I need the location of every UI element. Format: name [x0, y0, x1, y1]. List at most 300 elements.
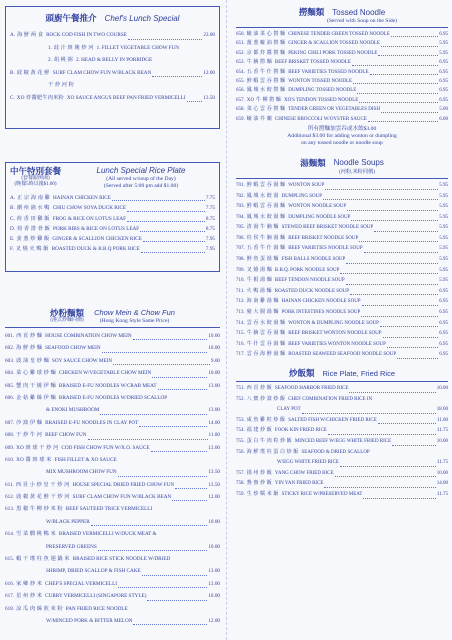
- menu-item-name-en: BRAISED RICE STICK NOODLE W/DRIED: [72, 556, 171, 563]
- menu-item-name-zh: 鮮 蝦 雲 吞 撈 麵: [246, 78, 286, 84]
- noodle-soups-header: [236, 157, 448, 176]
- menu-item-price: 11.00: [436, 417, 448, 423]
- dot-leader: [113, 364, 210, 365]
- menu-item-code: 602.: [5, 345, 15, 352]
- menu-item-name-zh: 涼 瓜 肉 絲 煎 米 粉: [16, 605, 63, 612]
- menu-item-row: [10, 67, 215, 80]
- menu-item-code: A.: [10, 32, 16, 38]
- menu-item-price: 10.00: [436, 386, 448, 391]
- tossed-noodle-section: [236, 6, 448, 147]
- menu-item-price: 6.95: [439, 97, 448, 103]
- menu-item-name-en: W/EGG WHITE FRIED RICE: [277, 460, 339, 466]
- menu-item-code: 611.: [5, 481, 14, 488]
- menu-item-name-zh: 黑 椒 牛 柳 炒 米 粉: [16, 506, 63, 513]
- chow-mein-section: [5, 308, 220, 627]
- menu-item-name-zh: 蛋 白 牛 肉 粒 炒 飯: [246, 438, 292, 444]
- menu-item-code: 604.: [5, 370, 15, 377]
- menu-item-name-en: PORK INTESTINES NOODLE SOUP: [281, 310, 361, 316]
- menu-item-price: 6.95: [439, 299, 448, 305]
- dot-leader: [152, 76, 202, 77]
- menu-item-name-en: WONTON TOSSED NOODLE: [288, 78, 353, 84]
- menu-item-code: 657.: [236, 97, 245, 103]
- dot-leader: [346, 284, 439, 285]
- menu-item-name-zh: 豉 椒 黃 花 鮮 干 炒 河: [16, 494, 70, 501]
- menu-item-code: C.: [10, 215, 15, 222]
- menu-item-name-zh: 咸 魚 雞 粒 炒 飯: [246, 417, 286, 423]
- menu-item-name-zh: 福 建 炒 飯: [246, 428, 272, 434]
- menu-item-name-en: SOY SAUCE CHOW MEIN: [52, 357, 113, 364]
- section-title-en: Chef's Lunch Special: [104, 13, 180, 23]
- menu-item-code: 613.: [5, 506, 15, 513]
- menu-item-row: [236, 437, 448, 448]
- menu-item-row: [236, 39, 448, 48]
- menu-item-name-en: CLAY POT: [277, 407, 301, 413]
- section-note-zh: (套餐跟例湯): [21, 176, 50, 181]
- lunch-special-list: [10, 29, 215, 104]
- dot-leader: [349, 392, 435, 393]
- menu-item-price: 6.95: [439, 88, 448, 94]
- menu-item-price: 13.00: [208, 444, 220, 451]
- menu-item-code: 758.: [236, 481, 245, 487]
- right-column: [236, 6, 448, 501]
- dot-leader: [340, 466, 436, 467]
- menu-item-name-en: CHINESE TENDER GREEN TOSSED NOODLE: [288, 31, 390, 37]
- menu-item-price: 10.00: [208, 543, 220, 550]
- dot-leader: [127, 221, 205, 222]
- dot-leader: [175, 488, 207, 489]
- dot-leader: [387, 347, 438, 348]
- menu-item-row: [5, 380, 220, 392]
- menu-item-row: [5, 503, 220, 515]
- dot-leader: [374, 231, 438, 232]
- section-title-zh: 撈麵類: [298, 7, 325, 17]
- menu-item-row: [236, 479, 448, 490]
- menu-item-price: 7.75: [205, 195, 215, 201]
- menu-item-code: F.: [10, 246, 14, 253]
- menu-item-row: [236, 266, 448, 277]
- menu-item-code: B.: [10, 205, 15, 212]
- menu-item-row: [236, 77, 448, 86]
- menu-item-row: [236, 96, 448, 105]
- menu-item-row: [5, 565, 220, 577]
- menu-item-price: 18.00: [436, 407, 448, 413]
- section-title-zh: 中午特別套餐: [10, 166, 62, 176]
- menu-item-row: [5, 454, 220, 466]
- menu-item-code: 656.: [236, 88, 245, 94]
- dot-leader: [359, 102, 438, 103]
- dot-leader: [152, 377, 207, 378]
- section-title-en: Tossed Noodle: [332, 7, 386, 17]
- menu-item-code: 603.: [5, 357, 15, 364]
- menu-item-name-zh: 2. 胡 桃 粥: [48, 57, 73, 63]
- menu-item-name-en: COD FISH CHOW FUN W/X.O. SAUCE: [61, 444, 150, 451]
- menu-item-code: 610.: [5, 456, 15, 463]
- dot-leader: [347, 210, 438, 211]
- menu-item-row: [10, 54, 215, 67]
- section-note-zh-2: (晚餐5時以後$1.00): [14, 182, 57, 187]
- menu-item-name-zh: 金 菇 雞 絲 伊 麵: [16, 394, 56, 401]
- menu-item-row: [5, 367, 220, 379]
- section-note-zh: (河粉,米粉同價): [339, 168, 375, 175]
- menu-item-row: [236, 181, 448, 192]
- dot-leader: [370, 74, 439, 75]
- menu-item-code: 756.: [236, 449, 245, 455]
- menu-item-name-en: PORK RIBS & RICE ON LOTUS LEAF: [52, 225, 140, 232]
- menu-item-name-zh: 蠔 油 芥 蘭: [246, 116, 272, 122]
- section-note: (Served with Soup on the Side): [326, 18, 398, 24]
- menu-item-name-en: BEEF VARIETIES TOSSED NOODLE: [288, 69, 369, 75]
- menu-item-price: 6.95: [439, 331, 448, 337]
- menu-item-code: 601.: [5, 332, 15, 339]
- menu-item-code: 759.: [236, 491, 245, 497]
- menu-item-name-zh: 1. 豉 汁 斑 塊 炒 河: [48, 44, 94, 51]
- dot-leader: [100, 414, 207, 415]
- menu-item-name-zh: 五 香 牛 什 湯 麵: [246, 246, 286, 252]
- tossed-noodle-titles: [236, 6, 448, 18]
- menu-item-price: 11.00: [208, 432, 220, 439]
- menu-item-name-zh: 豬 大 腸 湯 麵: [246, 310, 279, 316]
- chefs-lunch-special-box: [5, 6, 220, 129]
- dot-leader: [133, 624, 207, 625]
- menu-item-name-zh: XO 炸醬肥牛肉米粉: [16, 94, 64, 101]
- section-rule: [236, 178, 448, 179]
- menu-item-name-en: WONTON SOUP: [288, 182, 325, 188]
- menu-item-name-en: YANG CHOW FRIED RICE: [274, 470, 334, 476]
- menu-item-name-en: BEEF BRISKET NOODLE SOUP: [288, 235, 359, 241]
- menu-item-price: 6.95: [439, 352, 448, 358]
- left-column: [5, 6, 220, 627]
- menu-item-row: [236, 202, 448, 213]
- menu-item-row: [10, 203, 215, 213]
- menu-item-name-zh: 海 南 雞 湯 麵: [246, 299, 279, 305]
- menu-item-code: 653.: [236, 60, 245, 66]
- addon-note-en-2: on any tossed noodle or noodle soup: [301, 139, 383, 146]
- menu-item-name-zh: 海 鮮 瑤 柱 蛋 白 炒 飯: [246, 449, 299, 455]
- menu-item-price: 5.95: [439, 257, 448, 263]
- menu-item-row: [10, 92, 215, 105]
- menu-item-code: 716.: [236, 341, 245, 347]
- menu-item-price: 5.95: [439, 225, 448, 231]
- menu-item-code: 706.: [236, 235, 245, 241]
- menu-item-name-zh: 荷 香 田 雞 飯: [16, 215, 50, 222]
- menu-item-name-zh: 海 鮮 两 食: [17, 32, 44, 38]
- menu-item-row: [5, 590, 220, 602]
- menu-item-row: [10, 29, 215, 42]
- section-title-en: Lunch Special Rice Plate: [96, 166, 186, 175]
- menu-item-name-en: DUMPLING NOODLE SOUP: [288, 214, 351, 220]
- menu-item-name-en: CURRY VERMICELLI (SINGAPORE STYLE): [45, 593, 147, 600]
- section-note-1: (All served w/soup of the Day): [106, 176, 176, 182]
- menu-item-name-zh: 火 鴨 湯 麵: [246, 288, 272, 294]
- menu-item-name-zh: 柱 侯 牛 腩 湯 麵: [246, 235, 286, 241]
- menu-item-name-en: BRAISED VERMICELLI W/DUCK MEAT &: [58, 531, 157, 538]
- menu-item-name-zh: XO 醬 斑 球 米: [16, 456, 52, 463]
- menu-item-name-en: BRAISED E-FU NOODLES W/CRAB MEAT: [58, 382, 157, 389]
- dot-leader: [352, 65, 438, 66]
- menu-item-price: 13.00: [208, 407, 220, 414]
- menu-item-name-en: CHICKEN W/VEGETABLE CHOW MEIN: [58, 370, 152, 377]
- menu-item-name-zh: 雲 吞 海 鮮 湯 麵: [246, 352, 286, 358]
- menu-item-name-zh: 牛 什 雲 吞 湯 麵: [246, 341, 286, 347]
- section-title-zh: 炒粉麵類: [50, 308, 85, 318]
- menu-item-name-zh: 姜 葱 炒 雞 飯: [16, 236, 50, 243]
- menu-item-name-en: W/MINCED PORK & BITTER MELON: [46, 617, 133, 624]
- menu-item-name-en: CHIU CHOW SOYA DUCK RICE: [52, 205, 127, 212]
- chow-mein-title-en-block: [94, 308, 175, 325]
- menu-item-row: [5, 392, 220, 404]
- menu-item-name-en: WONTON NOODLE SOUP: [288, 204, 347, 210]
- menu-item-row: [5, 516, 220, 528]
- menu-item-name-en: W/BLACK PEPPER: [46, 518, 90, 525]
- menu-item-name-en: MINCED BEEF W/EGG WHITE FRIED RICE: [294, 438, 392, 444]
- menu-item-price: 5.95: [439, 182, 448, 188]
- section-title-en: Noodle Soups: [333, 158, 384, 168]
- dot-leader: [357, 93, 438, 94]
- menu-item-row: [236, 49, 448, 58]
- menu-item-price: 10.00: [208, 370, 220, 377]
- menu-item-row: [236, 115, 448, 124]
- menu-item-name-zh: 家 鄉 炒 米: [16, 580, 43, 587]
- menu-item-row: [5, 479, 220, 491]
- menu-item-name-en: ROASTED DUCK & B.B.Q PORK RICE: [51, 246, 140, 253]
- menu-item-row: [10, 214, 215, 224]
- menu-item-row: [236, 395, 448, 406]
- menu-item-name-en: BEEF VARIETIES WONTON NOODLE SOUP: [288, 341, 386, 347]
- menu-item-name-en: SEAFOOD & DRIED SCALLOP: [301, 449, 370, 455]
- dot-leader: [381, 46, 438, 47]
- menu-item-name-zh: 干 炒 河 粉: [48, 82, 75, 88]
- menu-item-row: [5, 442, 220, 454]
- dot-leader: [378, 423, 436, 424]
- menu-item-name-zh: 清 湯 牛 腩 麵: [246, 225, 279, 231]
- menu-item-name-zh: 西 貢 炒 麵: [16, 332, 43, 339]
- menu-item-name-zh: 潮 州 滷 水 鴨: [16, 205, 50, 212]
- menu-item-price: 13.00: [208, 580, 220, 587]
- menu-item-price: 5.95: [439, 214, 448, 220]
- menu-item-price: 6.95: [439, 69, 448, 75]
- menu-item-price: 10.00: [436, 438, 448, 444]
- menu-item-price: 6.00: [439, 116, 448, 122]
- tossed-noodle-header: [236, 6, 448, 25]
- menu-item-row: [10, 79, 215, 92]
- menu-item-name-en: BEEF TENDON NOODLE SOUP: [274, 278, 345, 284]
- dot-leader: [378, 55, 438, 56]
- fried-rice-list: [236, 384, 448, 501]
- menu-item-code: 609.: [5, 444, 15, 451]
- menu-item-price: 5.95: [439, 267, 448, 273]
- menu-item-row: [236, 223, 448, 234]
- dot-leader: [98, 550, 208, 551]
- menu-item-row: [5, 404, 220, 416]
- menu-item-name-zh: 鮮 蝦 雲 吞 湯 麵: [246, 182, 286, 188]
- dot-leader: [380, 326, 438, 327]
- menu-item-name-en: SURF CLAM CHOW FUN W/BLACK BEAN: [52, 69, 152, 76]
- menu-item-price: 12.00: [203, 69, 215, 76]
- menu-item-name-en: SEAFOOD HARBOR FRIED RICE: [274, 386, 349, 391]
- menu-item-name-en: SEAFOOD CHOW MEIN: [45, 345, 101, 352]
- menu-item-name-en: 1. FILLET VEGETABLE CHOW FUN: [96, 44, 180, 51]
- menu-item-name-en: STICKY RICE W/PRESERVED MEAT: [281, 491, 363, 497]
- menu-item-price: 7.75: [205, 205, 215, 212]
- menu-item-code: 618.: [5, 605, 15, 612]
- menu-item-name-en: CHEF'S SPECIAL VERMICELLI: [45, 580, 117, 587]
- menu-item-name-en: GINGER & SCALLION CHICKEN RICE: [52, 236, 142, 243]
- menu-item-name-zh: 生 炒 糯 米 飯: [246, 491, 279, 497]
- menu-item-row: [236, 340, 448, 351]
- dot-leader: [340, 273, 438, 274]
- menu-item-row: [236, 213, 448, 224]
- dot-leader: [383, 337, 439, 338]
- menu-item-name-en: BEEF VARIETIES NOODLE SOUP: [288, 246, 363, 252]
- menu-item-price: 5.95: [439, 246, 448, 252]
- menu-item-row: [10, 244, 215, 254]
- menu-item-code: 614.: [5, 531, 15, 538]
- menu-item-name-en: XO SAUCE ANGUS BEEF PAN FRIED VERMICELLI: [66, 94, 186, 101]
- menu-item-name-en: ROCK COD FISH IN TWO COURSE: [46, 32, 127, 38]
- menu-item-name-zh: 鳳 城 水 餃 撈 麵: [246, 88, 286, 94]
- menu-item-name-en: FISH FILLET & XO SAUCE: [54, 456, 117, 463]
- menu-item-name-en: ROASTED SEAWEED SEAFOOD NOODLE SOUP: [288, 352, 397, 358]
- dot-leader: [151, 451, 208, 452]
- menu-item-name-en: BRAISED E-FU NOODLES W/DRIED SCALLOP: [58, 394, 168, 401]
- menu-item-name-zh: 牛 根 湯 麵: [246, 278, 272, 284]
- menu-item-row: [236, 308, 448, 319]
- lunch-rice-plate-box: [5, 162, 220, 272]
- menu-item-price: 7.95: [205, 246, 215, 253]
- menu-item-price: 10.00: [208, 345, 220, 352]
- menu-item-row: [5, 429, 220, 441]
- menu-item-code: 757.: [236, 470, 245, 476]
- menu-item-price: 5.00: [439, 107, 448, 113]
- menu-item-price: 13.50: [208, 481, 220, 488]
- menu-item-name-zh: 薑 葱 蠔 油 撈 麵: [246, 41, 286, 47]
- menu-item-name-en: B.B.Q. PORK NOODLE SOUP: [274, 267, 340, 273]
- menu-item-price: 8.75: [205, 225, 215, 232]
- menu-item-name-en: PEKING CHILI PORK TOSSED NOODLE: [288, 50, 378, 56]
- menu-item-code: 704.: [236, 214, 245, 220]
- menu-item-name-en: 2. HEAD & BELLY IN PORRIDGE: [75, 57, 153, 63]
- menu-item-name-en: FOOK KIN FRIED RICE: [274, 428, 327, 434]
- menu-item-row: [236, 448, 448, 459]
- menu-item-row: [5, 417, 220, 429]
- menu-item-price: 11.75: [436, 460, 448, 466]
- menu-item-row: [5, 603, 220, 615]
- menu-item-price: 5.95: [439, 50, 448, 56]
- section-rule: [5, 327, 220, 328]
- dot-leader: [364, 252, 439, 253]
- menu-item-code: 658.: [236, 107, 245, 113]
- menu-item-code: 753.: [236, 417, 245, 423]
- menu-item-code: A.: [10, 195, 16, 201]
- menu-item-row: [236, 30, 448, 39]
- dot-leader: [141, 252, 205, 253]
- menu-item-row: [236, 458, 448, 469]
- menu-item-row: [236, 405, 448, 416]
- menu-item-name-zh: 菜 心 雞 球 炒 麵: [16, 370, 56, 377]
- dot-leader: [368, 121, 438, 122]
- menu-item-code: D.: [10, 225, 16, 232]
- menu-item-code: 655.: [236, 78, 245, 84]
- section-title-en: Chow Mein & Chow Fun: [94, 308, 175, 317]
- menu-item-name-en: & ENOKI MUSHROOM: [46, 407, 100, 414]
- menu-item-name-zh: 京 都 炸 醬 撈 麵: [246, 50, 286, 56]
- menu-item-name-en: SURF CLAM CHOW FUN W/BLACK BEAN: [72, 494, 172, 501]
- section-title-zh: 頭廚午餐推介: [45, 13, 97, 23]
- rice-plate-title-en-block: [67, 166, 215, 190]
- dot-leader: [143, 241, 205, 242]
- menu-item-row: [236, 244, 448, 255]
- menu-item-price: 6.95: [439, 78, 448, 84]
- menu-item-name-en: BEEF SAUTEED TRICE VERMICELLI: [65, 506, 153, 513]
- menu-item-name-en: GINGER & SCALLION TOSSED NOODLE: [288, 41, 380, 47]
- dot-leader: [133, 339, 208, 340]
- menu-item-price: 5.95: [439, 278, 448, 284]
- menu-item-row: [5, 466, 220, 478]
- menu-item-name-en: FISH BALLS NOODLE SOUP: [281, 257, 346, 263]
- menu-item-name-en: HOUSE SPECIAL DRIED FRIED CHOW FUN: [72, 481, 175, 488]
- menu-item-price: 6.95: [439, 320, 448, 326]
- menu-item-code: 702.: [236, 193, 245, 199]
- menu-item-name-zh: 雲 吞 水 餃 湯 麵: [246, 320, 286, 326]
- menu-item-row: [236, 297, 448, 308]
- menu-item-name-zh: 鴛 鴦 炒 飯: [246, 481, 272, 487]
- section-note-zh: (港式炒麵同價): [50, 318, 84, 323]
- menu-item-code: 652.: [236, 50, 245, 56]
- fried-rice-header: [236, 367, 448, 379]
- chefs-lunch-special-header: [10, 12, 215, 24]
- menu-item-row: [5, 528, 220, 540]
- menu-item-name-en: HOUSE COMBINATION CHOW MEIN: [45, 332, 132, 339]
- menu-item-name-zh: 荷 香 排 骨 飯: [17, 225, 50, 232]
- menu-item-name-zh: 鳳 城 水 餃 湯: [246, 193, 279, 199]
- rice-plate-title-zh-block: [10, 166, 61, 188]
- menu-item-name-zh: 牛 腩 雲 吞 湯 麵: [246, 331, 286, 337]
- menu-item-name-en: DUMPLING TOSSED NOODLE: [288, 88, 357, 94]
- dot-leader: [328, 434, 436, 435]
- fried-rice-section: [236, 367, 448, 501]
- menu-item-name-zh: 沙 窩 伊 麵: [16, 419, 43, 426]
- menu-item-code: 705.: [236, 225, 245, 231]
- menu-item-name-zh: XO 斑 球 干 炒 河: [16, 444, 59, 451]
- menu-item-price: 8.75: [205, 215, 215, 222]
- rice-plate-list: [10, 193, 215, 255]
- menu-item-name-en: XO'S TENDON TOSSED NOODLE: [283, 97, 359, 103]
- menu-item-price: 10.00: [208, 332, 220, 339]
- menu-item-price: 12.00: [208, 617, 220, 624]
- menu-item-row: [236, 490, 448, 501]
- section-rule: [236, 27, 448, 28]
- menu-item-name-zh: 菜 心 雲 吞 撈 麵: [246, 107, 286, 113]
- menu-item-row: [236, 329, 448, 340]
- menu-item-price: 23.00: [203, 32, 215, 38]
- menu-item-row: [236, 384, 448, 395]
- menu-item-code: 717.: [236, 352, 245, 358]
- menu-item-price: 9.00: [210, 357, 220, 364]
- menu-item-code: 608.: [5, 432, 15, 439]
- dot-leader: [140, 231, 205, 232]
- menu-item-row: [236, 86, 448, 95]
- menu-item-row: [5, 615, 220, 627]
- dot-leader: [172, 500, 207, 501]
- menu-item-price: 11.75: [436, 491, 448, 497]
- menu-item-name-zh: XO 牛 柳 撈 麵: [246, 97, 281, 103]
- menu-item-row: [236, 469, 448, 480]
- menu-item-price: 10.00: [208, 518, 220, 525]
- menu-item-row: [10, 224, 215, 234]
- menu-item-name-en: CHINESE BROCCOLI W/OYSTER SAUCE: [274, 116, 367, 122]
- menu-item-name-en: BEEF BRISKET WONTON NOODLE SOUP: [288, 331, 382, 337]
- menu-item-price: 13.50: [208, 469, 220, 476]
